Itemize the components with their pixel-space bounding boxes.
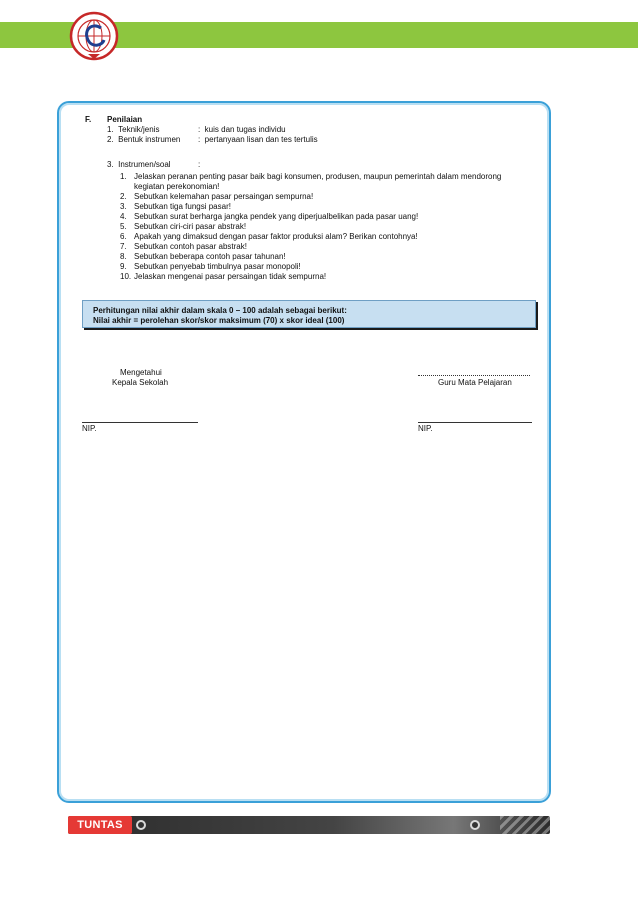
question-number: 5.: [120, 222, 127, 231]
signature-left-line-1: Mengetahui: [120, 368, 162, 377]
question-number: 4.: [120, 212, 127, 221]
question-number: 2.: [120, 192, 127, 201]
signature-left-nip: NIP.: [82, 424, 97, 433]
signature-right-line-2: Guru Mata Pelajaran: [438, 378, 512, 387]
question-number: 8.: [120, 252, 127, 261]
signature-left-underline: [82, 422, 198, 423]
question-text: Sebutkan kelemahan pasar persaingan sempurna!: [134, 192, 314, 201]
question-text: Sebutkan ciri-ciri pasar abstrak!: [134, 222, 247, 231]
question-text: Sebutkan surat berharga jangka pendek yang diperjualbelikan pada pasar uang!: [134, 212, 419, 221]
tuntas-badge: TUNTAS: [68, 816, 132, 834]
formula-box: [82, 300, 536, 328]
question-number: 10.: [120, 272, 132, 281]
question-text: Sebutkan contoh pasar abstrak!: [134, 242, 247, 251]
section-title: Penilaian: [107, 115, 143, 124]
instrument-label: 3. Instrumen/soal: [107, 160, 171, 169]
signature-right-nip: NIP.: [418, 424, 433, 433]
form-value: : pertanyaan lisan dan tes tertulis: [198, 135, 318, 144]
place-date-dots: [418, 375, 530, 376]
formula-line-2: Nilai akhir = perolehan skor/skor maksimum (70) x skor ideal (100): [93, 316, 345, 325]
question-text: Sebutkan tiga fungsi pasar!: [134, 202, 231, 211]
technique-label: 1. Teknik/jenis: [107, 125, 160, 134]
footer-knob-right-icon: [470, 820, 480, 830]
question-text-continued: kegiatan perekonomian!: [134, 182, 220, 191]
question-text: Apakah yang dimaksud dengan pasar faktor produksi alam? Berikan contohnya!: [134, 232, 418, 241]
question-number: 1.: [120, 172, 127, 181]
question-text: Jelaskan mengenai pasar persaingan tidak sempurna!: [134, 272, 327, 281]
question-text: Sebutkan beberapa contoh pasar tahunan!: [134, 252, 286, 261]
instrument-colon: :: [198, 160, 201, 169]
section-letter: F.: [85, 115, 92, 124]
question-number: 7.: [120, 242, 127, 251]
formula-line-1: Perhitungan nilai akhir dalam skala 0 – 100 adalah sebagai berikut:: [93, 306, 347, 315]
signature-left-line-2: Kepala Sekolah: [112, 378, 169, 387]
question-number: 9.: [120, 262, 127, 271]
form-label: 2. Bentuk instrumen: [107, 135, 181, 144]
footer-stripes: [500, 816, 550, 834]
signature-right-underline: [418, 422, 532, 423]
technique-value: : kuis dan tugas individu: [198, 125, 286, 134]
question-text: Sebutkan penyebab timbulnya pasar monopoli!: [134, 262, 301, 271]
question-text: Jelaskan peranan penting pasar baik bagi konsumen, produsen, maupun pemerintah dalam mendorong: [134, 172, 502, 181]
question-number: 3.: [120, 202, 127, 211]
footer-knob-left-icon: [136, 820, 146, 830]
question-number: 6.: [120, 232, 127, 241]
